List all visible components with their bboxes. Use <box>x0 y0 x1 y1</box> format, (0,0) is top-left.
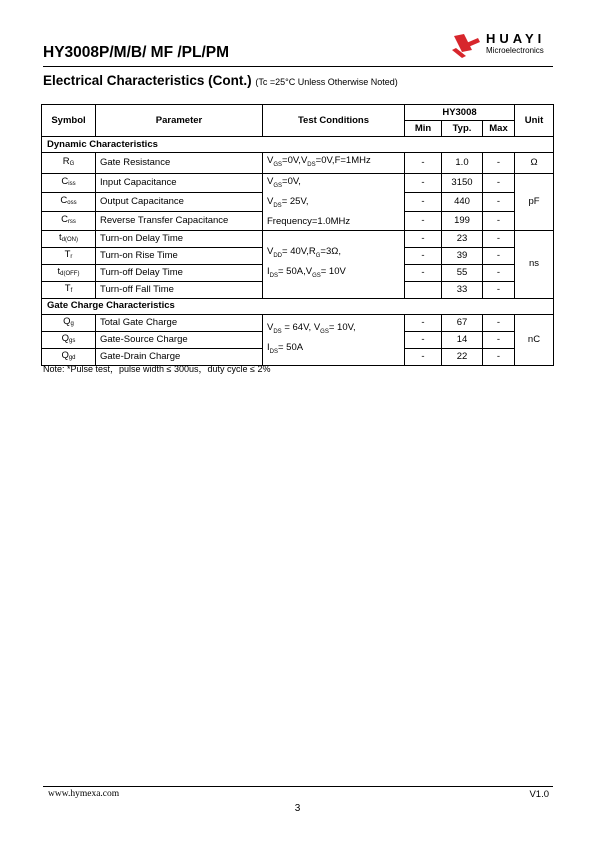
parameter-cell: Input Capacitance <box>96 173 263 192</box>
symbol-cell: $C_{iss}$ <box>42 173 96 192</box>
symbol-cell: $T_r$ <box>42 247 96 264</box>
symbol-cell: $R_G$ <box>42 153 96 174</box>
pulse-test-note: Note: *Pulse test，pulse width ≤ 300us，duty cycle ≤ 2% <box>43 364 271 374</box>
symbol-cell: $Q_{gd}$ <box>42 348 96 365</box>
unit-cell: nC <box>515 314 554 365</box>
condition-cell: $V_{DS} = 64V$, $V_{GS}= 10V$, $I_{DS}= 50A$ <box>263 314 405 365</box>
symbol-cell: $C_{oss}$ <box>42 192 96 211</box>
typ-cell: 3150 <box>442 173 483 192</box>
parameter-cell: Output Capacitance <box>96 192 263 211</box>
min-cell: - <box>405 173 442 192</box>
section-row-dynamic: Dynamic Characteristics <box>42 137 554 153</box>
typ-cell: 1.0 <box>442 153 483 174</box>
parameter-cell: Gate-Source Charge <box>96 331 263 348</box>
max-cell: - <box>483 247 515 264</box>
max-cell: - <box>483 153 515 174</box>
symbol-cell: $Q_g$ <box>42 314 96 331</box>
min-cell: - <box>405 331 442 348</box>
min-cell: - <box>405 211 442 230</box>
table-row <box>42 314 554 331</box>
max-cell: - <box>483 348 515 365</box>
parameter-cell: Turn-on Rise Time <box>96 247 263 264</box>
page-number: 3 <box>294 803 301 814</box>
symbol-cell: $Q_{gs}$ <box>42 331 96 348</box>
footer-url[interactable]: www.hymexa.com <box>48 789 120 799</box>
section-row-gate-charge: Gate Charge Characteristics <box>42 298 554 314</box>
condition-cell: $V_{DD}= 40V,R_G=3\Omega$, $I_{DS}= 50A,V_{GS}= 10V$ <box>263 230 405 298</box>
max-cell: - <box>483 173 515 192</box>
typ-cell: 55 <box>442 264 483 281</box>
max-cell: - <box>483 314 515 331</box>
company-logo <box>450 30 560 60</box>
parameter-cell: Turn-off Delay Time <box>96 264 263 281</box>
min-cell: - <box>405 314 442 331</box>
condition-cell: $V_{GS}=0V,V_{DS}=0V,F=1MHz$ <box>263 153 405 174</box>
section-title: Electrical Characteristics (Cont.) <box>43 73 252 88</box>
condition-cell: $V_{GS}=0V$, $V_{DS}= 25V$, Frequency=1.0MHz <box>263 173 405 230</box>
header-device: HY3008 <box>405 105 515 121</box>
footer-version: V1.0 <box>529 789 549 800</box>
header-divider <box>43 66 553 67</box>
electrical-characteristics-table <box>41 104 554 366</box>
symbol-cell: $T_f$ <box>42 281 96 298</box>
part-number-title: HY3008P/M/B/ MF /PL/PM <box>43 44 230 61</box>
typ-cell: 14 <box>442 331 483 348</box>
table-row <box>42 173 554 192</box>
max-cell: - <box>483 211 515 230</box>
parameter-cell: Total Gate Charge <box>96 314 263 331</box>
unit-cell: pF <box>515 173 554 230</box>
max-cell: - <box>483 281 515 298</box>
header-unit: Unit <box>515 105 554 137</box>
symbol-cell: $t_{d(ON)}$ <box>42 230 96 247</box>
typ-cell: 22 <box>442 348 483 365</box>
table-row <box>42 153 554 174</box>
min-cell <box>405 281 442 298</box>
header-max: Max <box>483 121 515 137</box>
max-cell: - <box>483 230 515 247</box>
max-cell: - <box>483 331 515 348</box>
max-cell: - <box>483 192 515 211</box>
parameter-cell: Gate-Drain Charge <box>96 348 263 365</box>
min-cell: - <box>405 230 442 247</box>
header-test-conditions: Test Conditions <box>263 105 405 137</box>
typ-cell: 33 <box>442 281 483 298</box>
min-cell: - <box>405 153 442 174</box>
unit-cell: Ω <box>515 153 554 174</box>
huayi-logo-icon <box>450 30 482 58</box>
parameter-cell: Turn-off Fall Time <box>96 281 263 298</box>
typ-cell: 39 <box>442 247 483 264</box>
min-cell: - <box>405 264 442 281</box>
symbol-cell: $C_{rss}$ <box>42 211 96 230</box>
parameter-cell: Reverse Transfer Capacitance <box>96 211 263 230</box>
logo-name: HUAYI <box>486 31 546 46</box>
typ-cell: 199 <box>442 211 483 230</box>
typ-cell: 23 <box>442 230 483 247</box>
header-parameter: Parameter <box>96 105 263 137</box>
symbol-cell: $t_{d(OFF)}$ <box>42 264 96 281</box>
table-row <box>42 230 554 247</box>
footer-divider <box>43 786 553 787</box>
section-subtitle: (Tc =25°C Unless Otherwise Noted) <box>255 77 398 87</box>
min-cell: - <box>405 348 442 365</box>
section-heading <box>43 73 398 88</box>
header-min: Min <box>405 121 442 137</box>
min-cell: - <box>405 247 442 264</box>
typ-cell: 67 <box>442 314 483 331</box>
typ-cell: 440 <box>442 192 483 211</box>
logo-subtitle: Microelectronics <box>486 46 544 55</box>
max-cell: - <box>483 264 515 281</box>
parameter-cell: Turn-on Delay Time <box>96 230 263 247</box>
parameter-cell: Gate Resistance <box>96 153 263 174</box>
min-cell: - <box>405 192 442 211</box>
header-symbol: Symbol <box>42 105 96 137</box>
unit-cell: ns <box>515 230 554 298</box>
header-typ: Typ. <box>442 121 483 137</box>
